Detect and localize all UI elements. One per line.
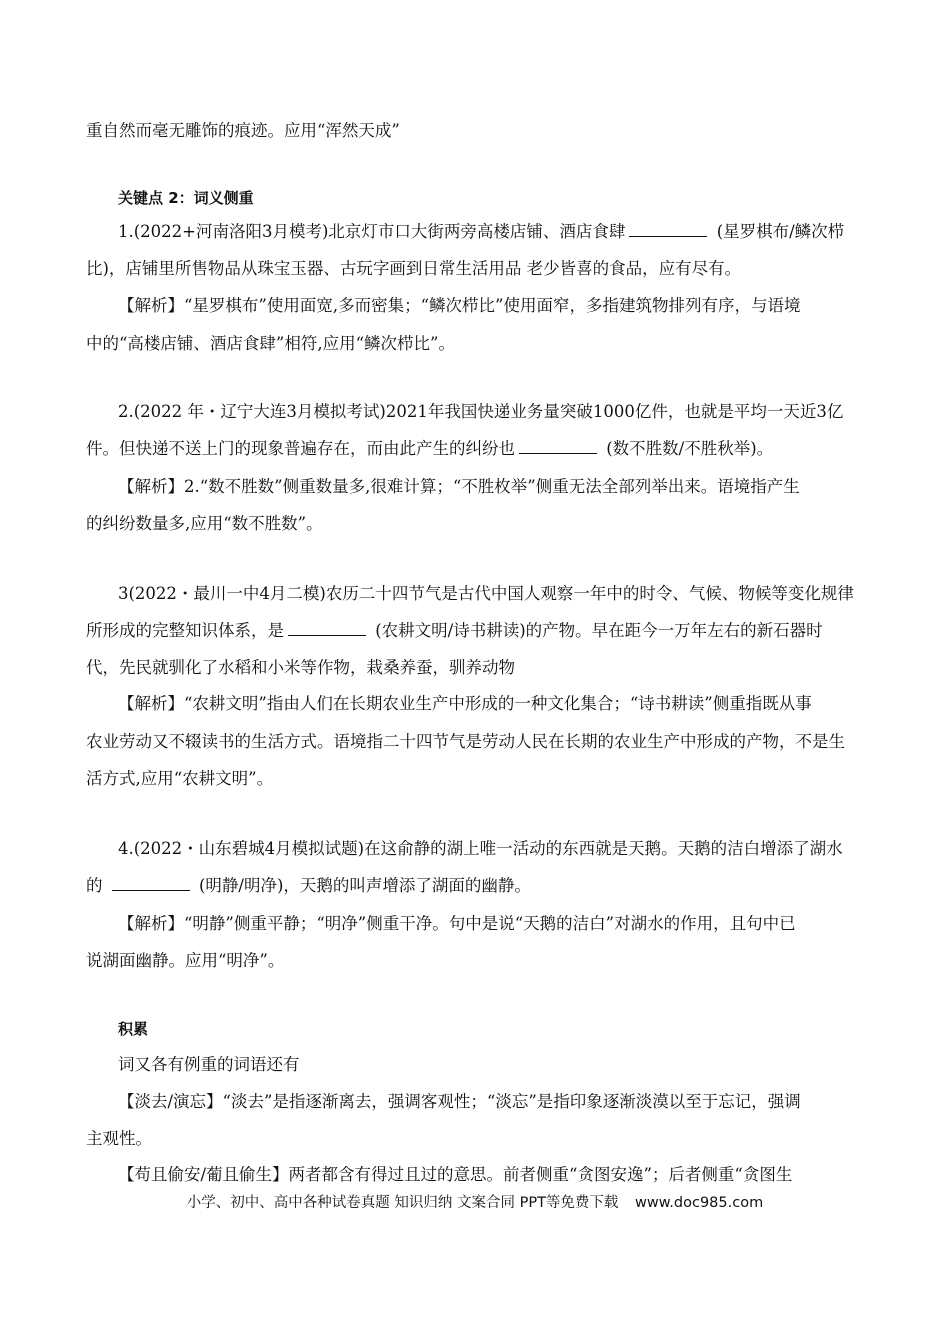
- page-footer: [0, 1191, 950, 1212]
- text-line: 【淡去/演忘】“淡去”是指逐渐离去，强调客观性；“淡忘”是指印象逐渐淡漠以至于忘记，强调: [118, 1092, 801, 1111]
- analysis-2-line: 【解析】2.“数不胜数”侧重数量多,很难计算；“不胜枚举”侧重无法全部列举出来。语境指产生: [118, 477, 800, 496]
- question-3-line: 代，先民就驯化了水稻和小米等作物，栽桑养蚕，驯养动物: [86, 658, 515, 677]
- text-line: 主观性。: [86, 1129, 152, 1148]
- question-3-line: [86, 619, 864, 643]
- answer-blank: [288, 620, 366, 636]
- analysis-4-line: 【解析】“明静”侧重平静；“明净”侧重干净。句中是说“天鹅的洁白”对湖水的作用，且句中已: [118, 914, 796, 933]
- question-3-line: 3(2022・最川一中4月二模)农历二十四节气是古代中国人观察一年中的时令、气候、物候等变化规律: [118, 584, 854, 603]
- analysis-4-line: 说湖面幽静。应用“明净”。: [86, 951, 285, 970]
- analysis-3-line: 【解析】“农耕文明”指由人们在长期农业生产中形成的一种文化集合；“诗书耕读”侧重指既从事: [118, 694, 812, 713]
- analysis-3-line: 农业劳动又不辍读书的生活方式。语境指二十四节气是劳动人民在长期的农业生产中形成的产物，不是生: [86, 732, 845, 751]
- question-1-line: [118, 220, 864, 244]
- footer-text: 小学、初中、高中各种试卷真题 知识归纳 文案合同 PPT等免费下载: [186, 1195, 619, 1211]
- question-4-line: 4.(2022・山东碧城4月模拟试题)在这俞静的湖上唯一活动的东西就是天鹅。天鹅的洁白增添了湖水: [118, 839, 843, 858]
- question-2-line: 2.(2022 年・辽宁大连3月模拟考试)2021年我国快递业务量突破1000亿件，也就是平均一天近3亿: [118, 402, 844, 421]
- question-4-line: [86, 874, 864, 898]
- text-line: 词又各有例重的词语还有: [118, 1055, 300, 1074]
- section-heading: 关键点 2：词义侧重: [118, 189, 254, 207]
- answer-blank: [519, 438, 597, 454]
- question-1-line: 比)，店铺里所售物品从珠宝玉器、古玩字画到日常生活用品 老少皆喜的食品，应有尽有。: [86, 259, 742, 278]
- section-heading: 积累: [118, 1020, 149, 1038]
- question-text: 件。但快递不送上门的现象普遍存在，而由此产生的纠纷也: [86, 439, 515, 458]
- analysis-2-line: 的纠纷数量多,应用“数不胜数”。: [86, 514, 323, 533]
- question-2-line: [86, 437, 864, 461]
- question-text: 所形成的完整知识体系，是: [86, 621, 284, 640]
- text-line: 重自然而毫无雕饰的痕迹。应用“浑然天成”: [86, 121, 400, 140]
- answer-blank: [112, 875, 190, 891]
- answer-blank: [629, 221, 707, 237]
- text-line: 【苟且偷安/葡且偷生】两者都含有得过且过的意思。前者侧重“贪图安逸”；后者侧重“贪图生: [118, 1165, 793, 1184]
- question-text: 的: [86, 876, 103, 895]
- analysis-1-line: 中的“高楼店铺、酒店食肆”相符,应用“鳞次栉比”。: [86, 334, 455, 353]
- question-text: 1.(2022+河南洛阳3月模考)北京灯市口大街两旁高楼店铺、酒店食肆: [118, 222, 626, 241]
- analysis-1-line: 【解析】“星罗棋布”使用面宽,多而密集；“鳞次栉比”使用面窄，多指建筑物排列有序，与语境: [118, 296, 801, 315]
- analysis-3-line: 活方式,应用“农耕文明”。: [86, 769, 274, 788]
- question-options: (明静/明净)，天鹅的叫声增添了湖面的幽静。: [199, 876, 531, 895]
- footer-link[interactable]: www.doc985.com: [635, 1195, 764, 1211]
- question-options: (农耕文明/诗书耕读)的产物。早在距今一万年左右的新石器时: [375, 621, 823, 640]
- question-options: (星罗棋布/鳞次栉: [716, 222, 845, 241]
- question-options: (数不胜数/不胜秋举)。: [606, 439, 774, 458]
